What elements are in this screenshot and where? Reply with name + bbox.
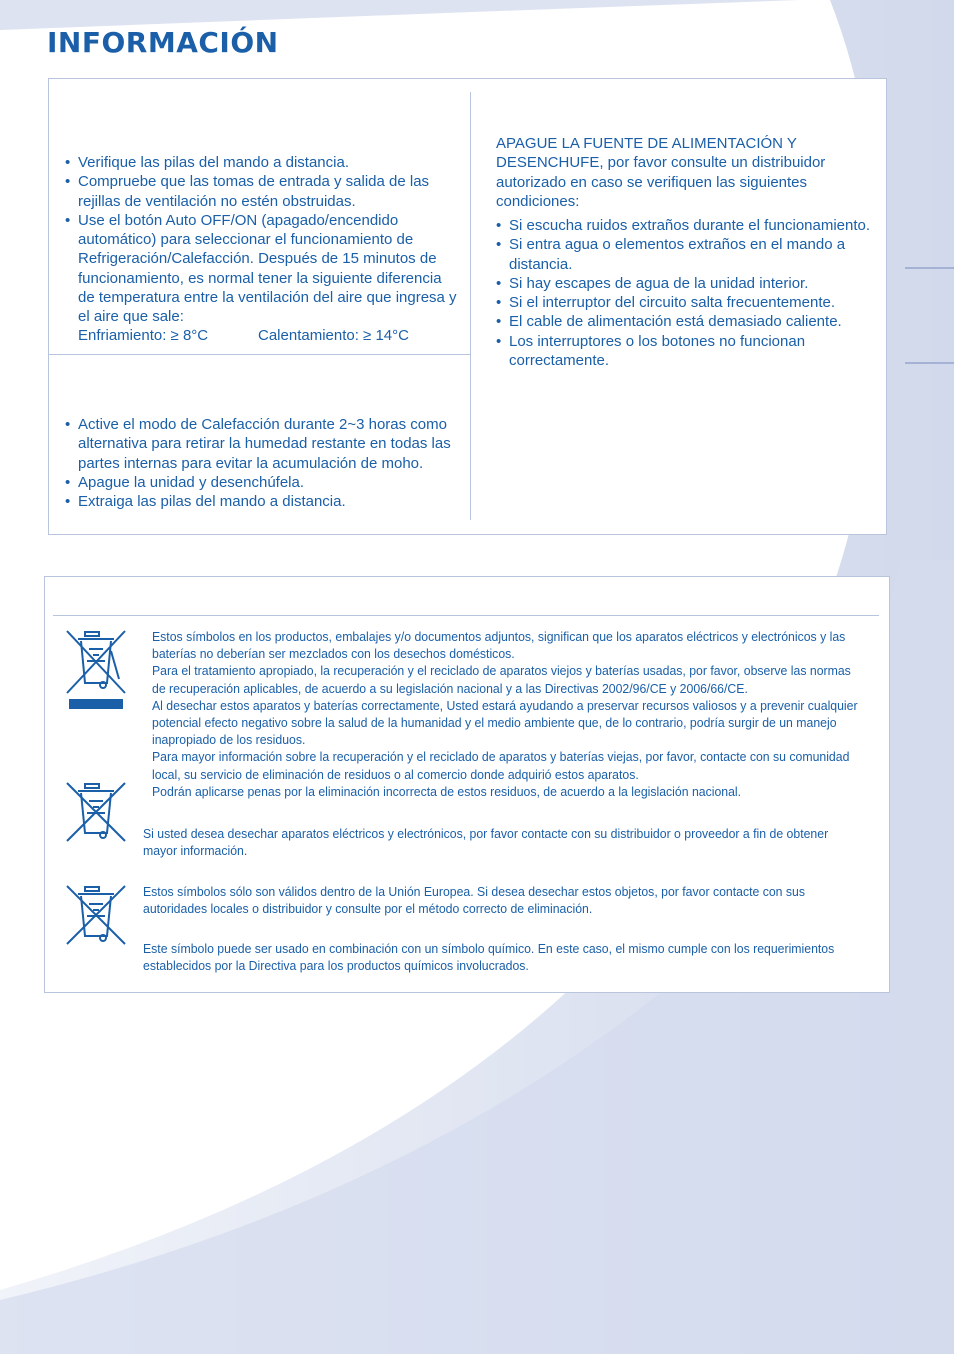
list-item: • El cable de alimentación está demasiado caliente.	[496, 312, 876, 331]
column-divider	[470, 92, 471, 520]
business-users-note: Si usted desea desechar aparatos eléctricos y electrónicos, por favor contacte con su distribuidor o proveedor a fin de obtener mayor información.	[143, 826, 829, 859]
section-divider	[53, 615, 879, 616]
heating-temp: Calentamiento: ≥ 14°C	[258, 327, 409, 344]
eu-validity-note: Estos símbolos sólo son válidos dentro de la Unión Europea. Si desea desechar estos objetos, por favor contacte con sus autoridades locales o distribuidor y consulte por el método correcto de eliminación.	[143, 884, 805, 917]
list-item: • Si hay escapes de agua de la unidad interior.	[496, 274, 876, 293]
section-divider	[49, 354, 470, 355]
list-item: • Los interruptores o los botones no funcionan correctamente.	[496, 332, 876, 371]
list-item: • Verifique las pilas del mando a distancia.	[65, 153, 460, 172]
checks-list	[65, 153, 460, 327]
list-item: • Active el modo de Calefacción durante 2~3 horas como alternativa para retirar la humedad restante en todas las partes internas para evitar la acumulación de moho.	[65, 415, 460, 473]
temperature-row	[65, 326, 409, 345]
disposal-info-block	[152, 628, 863, 800]
list-item: • Si escucha ruidos extraños durante el funcionamiento.	[496, 216, 876, 235]
weee-bin-icon	[63, 627, 129, 713]
list-item: • Apague la unidad y desenchúfela.	[65, 473, 460, 492]
list-item: • Si el interruptor del circuito salta frecuentemente.	[496, 293, 876, 312]
weee-bin-icon	[63, 882, 129, 948]
list-item: • Use el botón Auto OFF/ON (apagado/encendido automático) para seleccionar el funcionamiento de Refrigeración/Calefacción. Después de 15 minutos de funcionamiento, es normal tener la siguiente diferencia de temperatura entre la ventilación del aire que ingresa y el aire que sale:	[65, 211, 460, 327]
cooling-temp: Enfriamiento: ≥ 8°C	[78, 327, 209, 344]
chemical-symbol-note: Este símbolo puede ser usado en combinación con un símbolo químico. En este caso, el mismo cumple con los requerimientos establecidos por la Directiva para los productos químicos involucrados.	[143, 941, 835, 974]
disposal-panel	[44, 576, 890, 993]
paragraph: Al desechar estos aparatos y baterías correctamente, Usted estará ayudando a preservar recursos valiosos y a prevenir cualquier potencial efecto negativo sobre la salud de la humanidad y el medio ambiente que, de lo contrario, podría surgir de un manejo inapropiado de los residuos.	[152, 697, 858, 748]
list-item: • Compruebe que las tomas de entrada y salida de las rejillas de ventilación no estén obstruidas.	[65, 172, 460, 211]
warning-list	[496, 216, 876, 370]
paragraph: Para el tratamiento apropiado, la recuperación y el reciclado de aparatos viejos y baterías usadas, por favor, observe las normas de recuperación aplicables, de acuerdo a su legislación nacional y a las Directivas 2002/96/CE y 2006/66/CE.	[152, 663, 851, 696]
paragraph: Podrán aplicarse penas por la eliminación incorrecta de estos residuos, de acuerdo a la legislación nacional.	[152, 783, 742, 799]
storage-list	[65, 415, 460, 511]
weee-bin-icon	[63, 779, 129, 845]
paragraph: Estos símbolos en los productos, embalajes y/o documentos adjuntos, significan que los aparatos eléctricos y electrónicos y las baterías no deberían ser mezclados con los desechos domésticos.	[152, 629, 846, 662]
list-item: • Extraiga las pilas del mando a distancia.	[65, 492, 460, 511]
warning-intro: APAGUE LA FUENTE DE ALIMENTACIÓN Y DESENCHUFE, por favor consulte un distribuidor autorizado en caso se verifiquen las siguientes condiciones:	[496, 135, 826, 210]
list-item: • Si entra agua o elementos extraños en el mando a distancia.	[496, 235, 876, 274]
page-title: INFORMACIÓN	[47, 26, 279, 59]
paragraph: Para mayor información sobre la recuperación y el reciclado de aparatos y baterías viejas, por favor, contacte con su comunidad local, su servicio de eliminación de residuos o al comercio donde adquirió estos aparatos.	[152, 749, 850, 782]
info-panel-top	[48, 78, 887, 535]
